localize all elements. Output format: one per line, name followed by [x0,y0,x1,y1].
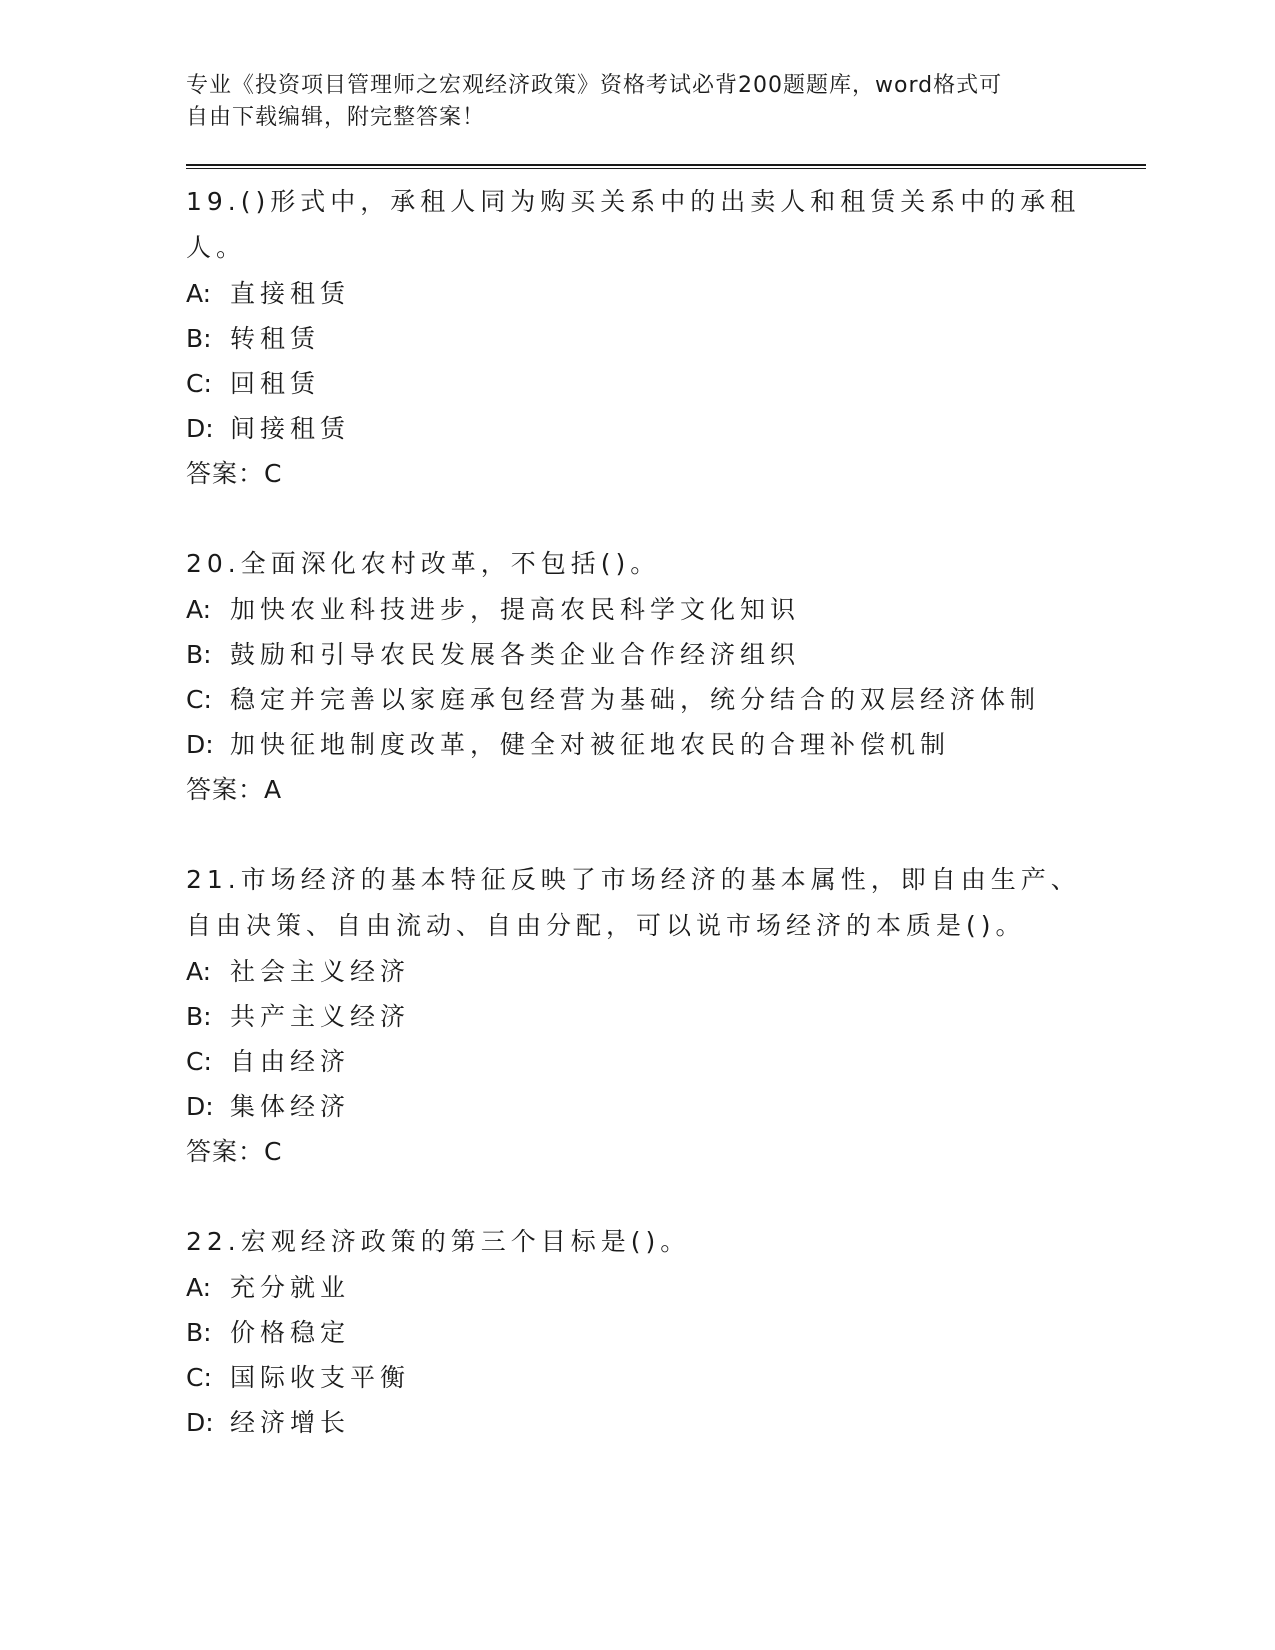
option-c [186,1355,1146,1400]
option-key: B: [186,1318,212,1347]
option-text: 加快征地制度改革，健全对被征地农民的合理补偿机制 [230,730,951,759]
option-text: 价格稳定 [230,1318,351,1347]
option-key: A: [186,279,212,308]
option-b [186,994,1146,1039]
option-key: B: [186,1002,212,1031]
option-c [186,361,1146,406]
option-text: 转租赁 [230,324,321,353]
option-key: C: [186,1047,212,1076]
answer-line: 答案：A [186,775,283,804]
question-stem: 20.全面深化农村改革，不包括()。 [186,549,661,578]
option-key: A: [186,595,212,624]
option-key: D: [186,414,214,443]
option-text: 自由经济 [230,1047,351,1076]
question-20 [186,541,1146,813]
option-key: B: [186,640,212,669]
option-d [186,1400,1146,1445]
option-b [186,1310,1146,1355]
question-stem: 19.()形式中，承租人同为购买关系中的出卖人和租赁关系中的承租人。 [186,187,1081,262]
header-line-2: 自由下载编辑，附完整答案！ [186,105,486,130]
option-key: A: [186,957,212,986]
answer-line: 答案：C [186,1137,283,1166]
option-key: C: [186,685,212,714]
option-text: 共产主义经济 [230,1002,411,1031]
question-22 [186,1219,1146,1445]
option-d [186,406,1146,451]
option-text: 直接租赁 [230,279,351,308]
option-key: D: [186,1408,214,1437]
option-key: C: [186,1363,212,1392]
option-key: D: [186,1092,214,1121]
option-a [186,587,1146,632]
option-text: 鼓励和引导农民发展各类企业合作经济组织 [230,640,801,669]
question-stem: 22.宏观经济政策的第三个目标是()。 [186,1227,691,1256]
option-b [186,316,1146,361]
header-divider [186,164,1146,169]
option-key: C: [186,369,212,398]
question-21 [186,857,1146,1175]
question-list [186,179,1146,1445]
option-text: 社会主义经济 [230,957,411,986]
option-c [186,1039,1146,1084]
header-line-1: 专业《投资项目管理师之宏观经济政策》资格考试必背200题题库，word格式可 [186,73,1003,98]
option-b [186,632,1146,677]
option-text: 稳定并完善以家庭承包经营为基础，统分结合的双层经济体制 [230,685,1041,714]
option-a [186,949,1146,994]
option-a [186,1265,1146,1310]
option-d [186,1084,1146,1129]
option-text: 回租赁 [230,369,321,398]
option-d [186,722,1146,767]
option-text: 间接租赁 [230,414,351,443]
option-text: 经济增长 [230,1408,351,1437]
option-text: 加快农业科技进步，提高农民科学文化知识 [230,595,801,624]
option-a [186,271,1146,316]
option-key: A: [186,1273,212,1302]
answer-line: 答案：C [186,459,283,488]
option-text: 国际收支平衡 [230,1363,411,1392]
document-page [186,70,1146,1489]
option-key: D: [186,730,214,759]
option-text: 集体经济 [230,1092,351,1121]
question-19 [186,179,1146,497]
option-key: B: [186,324,212,353]
question-stem: 21.市场经济的基本特征反映了市场经济的基本属性，即自由生产、自由决策、自由流动、自由分配，可以说市场经济的本质是()。 [186,865,1081,940]
option-c [186,677,1146,722]
document-header [186,70,1066,134]
option-text: 充分就业 [230,1273,351,1302]
